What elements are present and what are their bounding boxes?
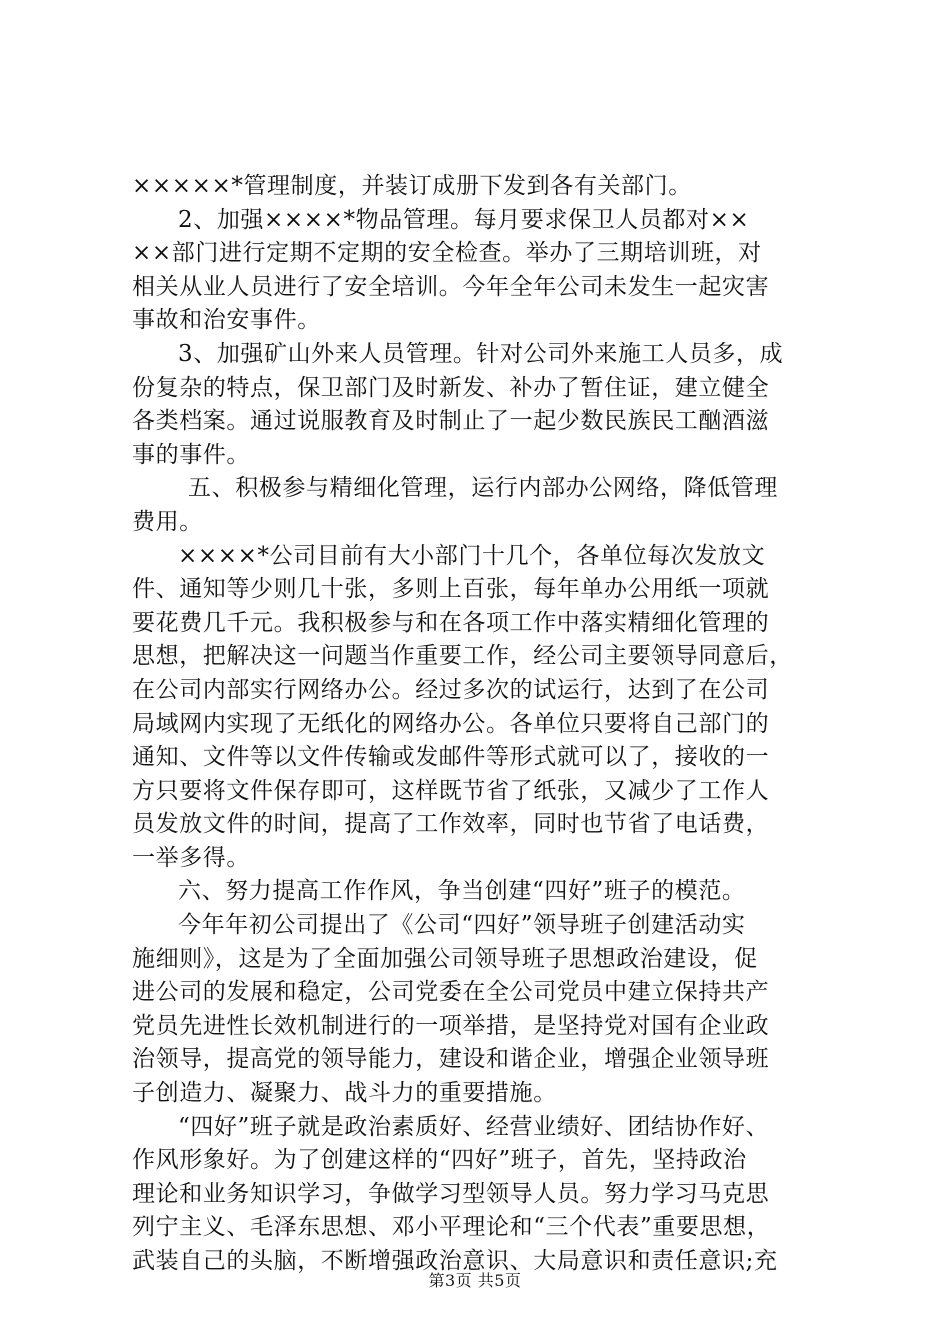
text-line: 党员先进性长效机制进行的一项举措，是坚持党对国有企业政 xyxy=(132,1012,770,1039)
text-line: 在公司内部实行网络办公。经过多次的试运行，达到了在公司 xyxy=(132,676,770,703)
text-line: 治领导，提高党的领导能力，建设和谐企业，增强企业领导班 xyxy=(132,1046,770,1073)
text-line: 六、努力提高工作作风，争当创建“四好”班子的模范。 xyxy=(178,878,746,905)
text-line: ××部门进行定期不定期的安全检查。举办了三期培训班，对 xyxy=(132,240,762,267)
document-body xyxy=(132,170,852,1279)
text-line: ××××*公司目前有大小部门十几个，各单位每次发放文 xyxy=(178,542,766,569)
text-line: 子创造力、凝聚力、战斗力的重要措施。 xyxy=(132,1080,557,1107)
text-line: 份复杂的特点，保卫部门及时新发、补办了暂住证，建立健全 xyxy=(132,374,770,401)
text-line: 件、通知等少则几十张，多则上百张，每年单办公用纸一项就 xyxy=(132,576,770,603)
text-line: 作风形象好。为了创建这样的“四好”班子，首先，坚持政治 xyxy=(132,1147,747,1174)
text-line: 今年年初公司提出了《公司“四好”领导班子创建活动实 xyxy=(178,912,746,939)
text-line: 相关从业人员进行了安全培训。今年全年公司未发生一起灾害 xyxy=(132,273,770,300)
text-line: 理论和业务知识学习，争做学习型领导人员。努力学习马克思 xyxy=(132,1180,770,1207)
text-line: 各类档案。通过说服教育及时制止了一起少数民族民工酗酒滋 xyxy=(132,408,770,435)
text-line: 施细则》，这是为了全面加强公司领导班子思想政治建设，促 xyxy=(132,945,758,972)
text-line: 通知、文件等以文件传输或发邮件等形式就可以了，接收的一 xyxy=(132,744,770,771)
text-line: 2、加强××××*物品管理。每月要求保卫人员都对×× xyxy=(178,206,750,233)
text-line: 事的事件。 xyxy=(132,441,250,468)
text-line: 要花费几千元。我积极参与和在各项工作中落实精细化管理的 xyxy=(132,609,770,636)
text-line: 一举多得。 xyxy=(132,844,250,871)
text-line: 列宁主义、毛泽东思想、邓小平理论和“三个代表”重要思想， xyxy=(132,1214,771,1241)
text-line: 武装自己的头脑，不断增强政治意识、大局意识和责任意识;充 xyxy=(132,1248,778,1274)
text-line: 事故和治安事件。 xyxy=(132,307,321,334)
text-line: 方只要将文件保存即可，这样既节省了纸张，又减少了工作人 xyxy=(132,777,770,804)
text-line: 思想，把解决这一问题当作重要工作，经公司主要领导同意后， xyxy=(132,643,793,670)
text-line: ×××××*管理制度，并装订成册下发到各有关部门。 xyxy=(132,173,692,199)
text-line: 五、积极参与精细化管理，运行内部办公网络，降低管理 xyxy=(188,475,778,502)
text-line: “四好”班子就是政治素质好、经营业绩好、团结协作好、 xyxy=(178,1113,770,1140)
text-line: 费用。 xyxy=(132,508,203,535)
text-line: 局域网内实现了无纸化的网络办公。各单位只要将自己部门的 xyxy=(132,710,770,737)
text-line: 进公司的发展和稳定，公司党委在全公司党员中建立保持共产 xyxy=(132,979,770,1006)
text-line: 员发放文件的时间，提高了工作效率，同时也节省了电话费， xyxy=(132,811,770,838)
text-line: 3、加强矿山外来人员管理。针对公司外来施工人员多，成 xyxy=(178,340,784,367)
page-footer: 第3页 共5页 xyxy=(428,1271,522,1290)
